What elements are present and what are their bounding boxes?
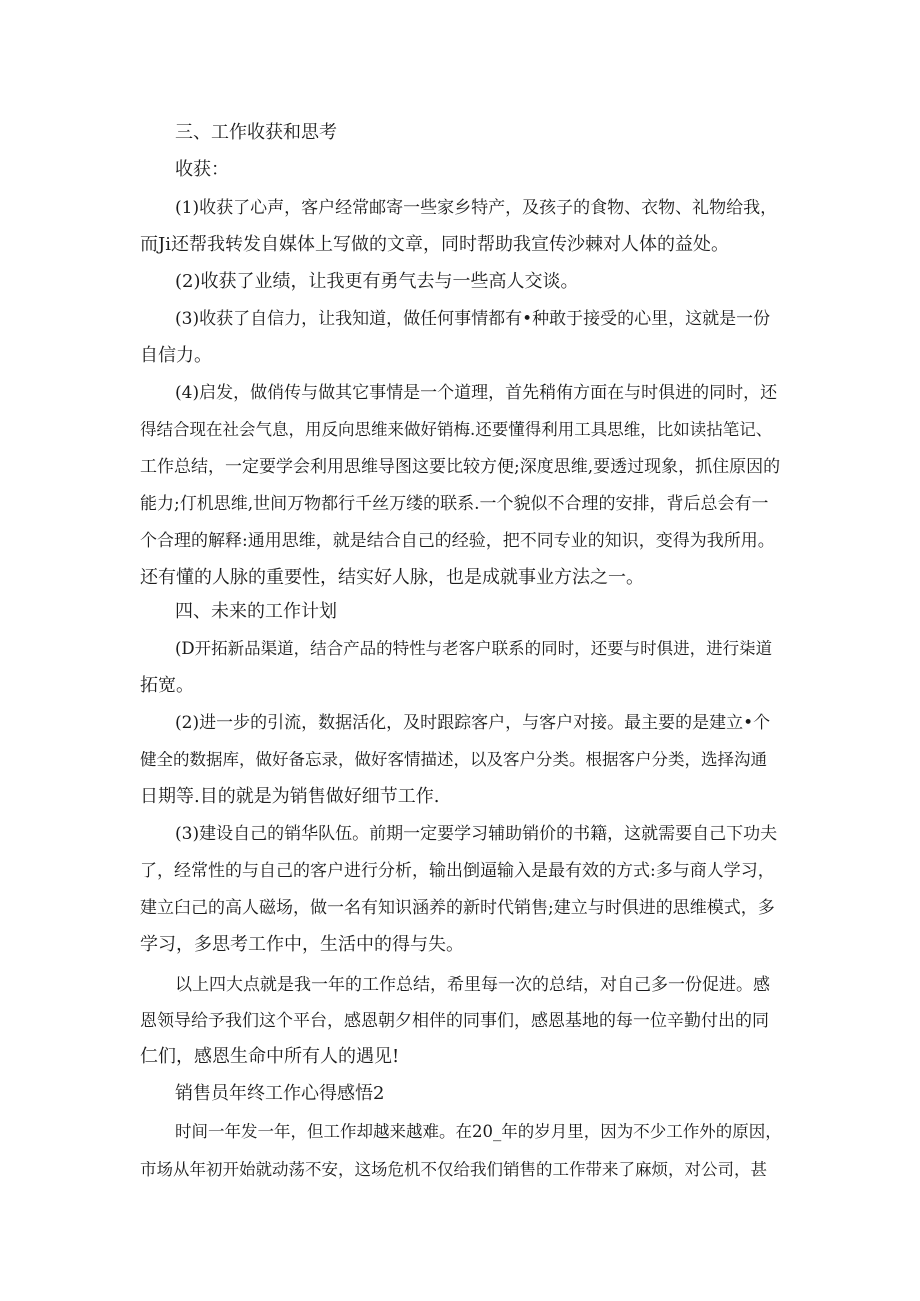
paragraph-line: 建立臼己的高人磁场，做一名有知识涵养的新时代销售;建立与时俱进的思维模式，多 xyxy=(140,898,775,918)
paragraph-line: 以上四大点就是我一年的工作总结，希里每一次的总结，对自己多一份促进。感 xyxy=(175,975,770,995)
paragraph-line: 仁们，感恩生命中所有人的遇见! xyxy=(140,1046,400,1067)
paragraph-line: 能力;仃机思维,世间万物都行千丝万缕的联系.一个貌似不合理的安排，背后总会有一 xyxy=(140,494,769,514)
paragraph-line: 自信力。 xyxy=(140,345,212,366)
article-title: 销售员年终工作心得感悟2 xyxy=(175,1083,385,1104)
paragraph-line: 时间一年发一年，但工作却越来越难。在20_年的岁月里，因为不少工作外的原因， xyxy=(175,1122,782,1141)
paragraph-line: (1)收获了心声，客户经常邮寄一些家乡特产，及孩子的食物、衣物、礼物给我， xyxy=(175,198,778,218)
paragraph-line: 个合理的解释:通用思维，就是结合自己的经验，把不同专业的知识，变得为我所用。 xyxy=(140,531,775,551)
paragraph-line: (4)启发，做俏传与做其它事情是一个道理，首先稍侑方面在与时俱进的同时，还 xyxy=(175,383,778,403)
paragraph-line: 健全的数据库，做好备忘录，做好客情描述，以及客户分类。根据客户分类，选择沟通 xyxy=(140,750,767,769)
paragraph-line: 了，经常性的与自己的客户进行分析，输出倒逼输入是最有效的方式:多与商人学习， xyxy=(140,861,775,881)
paragraph-line: 拓宽。 xyxy=(140,675,194,696)
paragraph-line: 而Ji还帮我转发自媒体上写做的文章，同时帮助我宣传沙棘对人体的益处。 xyxy=(140,234,729,255)
paragraph-line: (3)收获了自信力，让我知道，做任何事情都有•种敢于接受的心里，这就是一份 xyxy=(175,309,771,329)
paragraph-line: (2)进一步的引流，数据活化，及时跟踪客户，与客户对接。最主要的是建立•个 xyxy=(175,713,771,733)
paragraph-line: 工作总结，一定要学会利用思维导图这要比较方便;深度思维,要透过现象，抓住原因的 xyxy=(140,457,781,477)
paragraph-line: (2)收获了业绩，让我更有勇气去与一些高人交谈。 xyxy=(175,271,579,292)
subheading-harvest: 收获： xyxy=(175,159,229,180)
paragraph-line: 学习，多思考工作中，生活中的得与失。 xyxy=(140,934,464,955)
section-heading-3: 三、工作收获和思考 xyxy=(175,122,337,143)
paragraph-line: (D开拓新品渠道，结合产品的特性与老客户联系的同时，还要与时俱进，进行柒道 xyxy=(175,639,773,658)
paragraph-line: 恩领导给予我们这个平台，感恩朝夕相伴的同事们，感恩基地的每一位辛勤付出的同 xyxy=(140,1011,769,1031)
paragraph-line: 市场从年初开始就动荡不安，这场危机不仅给我们销售的工作带来了麻烦，对公司，甚 xyxy=(140,1160,767,1179)
section-heading-4: 四、未来的工作计划 xyxy=(175,601,337,622)
paragraph-line: 日期等.目的就是为销售做好细节工作. xyxy=(140,786,440,807)
paragraph-line: 得结合现在社会气息，用反向思维来做好销梅.还要懂得利用工具思维，比如读拈笔记、 xyxy=(140,420,773,439)
paragraph-line: 还有懂的人脉的重要性，结实好人脉，也是成就事业方法之一。 xyxy=(140,567,644,588)
paragraph-line: (3)建设自己的销华队伍。前期一定要学习辅助销价的书籍，这就需要自己下功夫 xyxy=(175,824,778,844)
